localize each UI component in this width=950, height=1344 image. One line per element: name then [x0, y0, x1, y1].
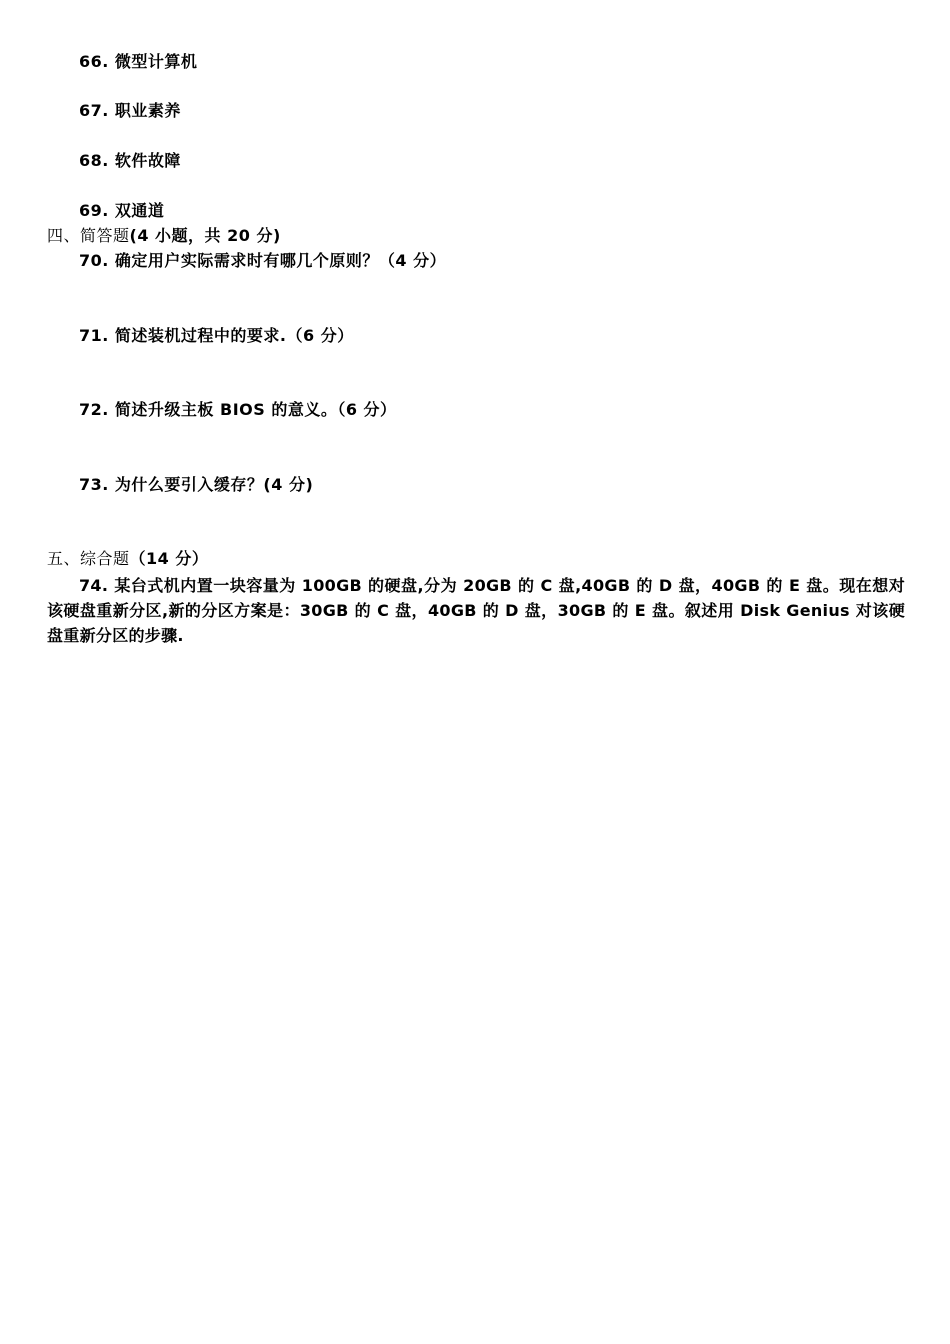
term-number: 69. — [79, 201, 109, 220]
question-text: 简述升级主板 BIOS 的意义。（6 分） — [114, 400, 397, 419]
term-text: 双通道 — [114, 201, 165, 220]
section-title: 四、简答题 — [47, 226, 130, 245]
term-text: 微型计算机 — [114, 52, 198, 71]
question-text: 简述装机过程中的要求.（6 分） — [114, 326, 354, 345]
section-score: （14 分） — [129, 549, 209, 568]
section-title: 五、综合题 — [47, 549, 130, 568]
term-item-68 — [79, 151, 181, 171]
question-text: 为什么要引入缓存？(4 分) — [114, 475, 314, 494]
term-item-67 — [79, 101, 181, 121]
term-number: 67. — [79, 101, 109, 120]
question-text: 确定用户实际需求时有哪几个原则？（4 分） — [114, 251, 447, 270]
question-item-72 — [79, 400, 397, 420]
section-score: (4 小题，共 20 分) — [129, 226, 281, 245]
section-heading-short-answer — [47, 226, 281, 246]
question-number: 74. — [79, 576, 109, 595]
question-text: 某台式机内置一块容量为 100GB 的硬盘,分为 20GB 的 C 盘,40GB 的 D 盘，40GB 的 E 盘。现在想对该硬盘重新分区,新的分区方案是：30GB 的 C 盘，40GB 的 D 盘，30GB 的 E 盘。叙述用 Disk Genius 对该硬盘重新分区的步骤. — [47, 576, 905, 645]
question-item-73 — [79, 475, 313, 495]
section-heading-comprehensive — [47, 549, 208, 569]
term-text: 职业素养 — [114, 101, 181, 120]
question-item-71 — [79, 326, 354, 346]
term-item-66 — [79, 52, 197, 72]
question-item-70 — [79, 251, 446, 271]
term-number: 66. — [79, 52, 109, 71]
question-number: 72. — [79, 400, 109, 419]
term-number: 68. — [79, 151, 109, 170]
term-item-69 — [79, 201, 164, 221]
comprehensive-question-74 — [47, 573, 905, 648]
question-number: 73. — [79, 475, 109, 494]
term-text: 软件故障 — [114, 151, 181, 170]
question-number: 71. — [79, 326, 109, 345]
question-number: 70. — [79, 251, 109, 270]
